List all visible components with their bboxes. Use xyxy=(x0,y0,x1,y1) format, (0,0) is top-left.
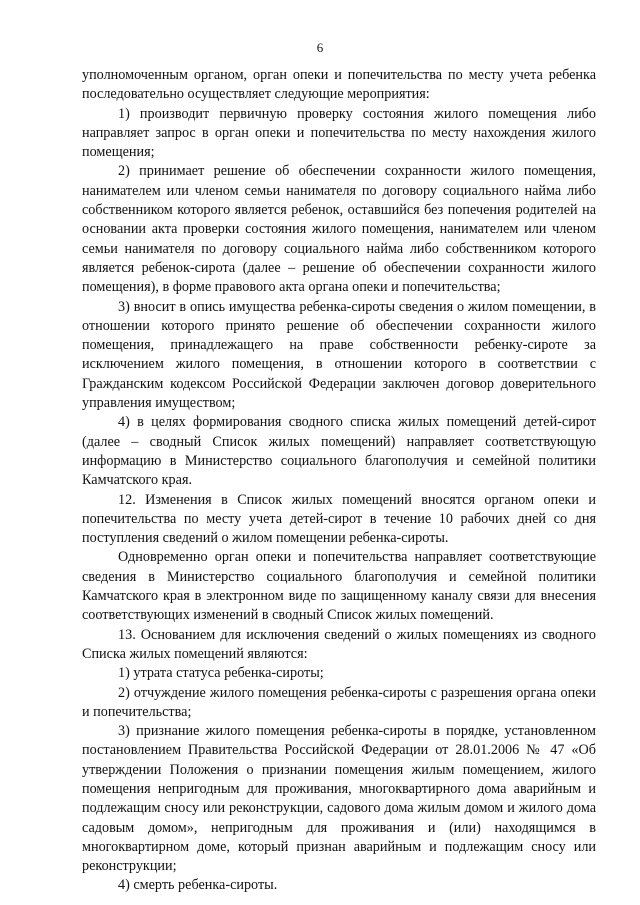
document-body xyxy=(82,66,596,896)
paragraph-ground-2: 2) отчуждение жилого помещения ребенка-сироты с разрешения органа опеки и попечительства; xyxy=(82,684,596,720)
paragraph-item-2: 2) принимает решение об обеспечении сохранности жилого помещения, нанимателем или членом семьи нанимателя по договору социального найма либо собственником которого является ребенок, оставшийся без попечения родителей на основании акта проверки состояния жилого помещения, нанимателем или членом семьи нанимателя по договору социального найма либо собственником которого является ребенок-сирота (далее – решение об обеспечении сохранности жилого помещения), в форме правового акта органа опеки и попечительства; xyxy=(82,163,596,296)
paragraph-section-13: 13. Основанием для исключения сведений о жилых помещениях из сводного Списка жилых помещений являются: xyxy=(82,626,596,662)
paragraph-intro: уполномоченным органом, орган опеки и попечительства по месту учета ребенка последовательно осуществляет следующие мероприятия: xyxy=(82,67,596,103)
paragraph-section-12: 12. Изменения в Список жилых помещений вносятся органом опеки и попечительства по месту учета детей-сирот в течение 10 рабочих дней со дня поступления сведений о жилом помещении ребенка-сироты. xyxy=(82,491,596,547)
paragraph-item-4: 4) в целях формирования сводного списка жилых помещений детей-сирот (далее – сводный Список жилых помещений) направляет соответствующую информацию в Министерство социального благополучия и семейной политики Камчатского края. xyxy=(82,414,596,489)
paragraph-item-1: 1) производит первичную проверку состояния жилого помещения либо направляет запрос в орган опеки и попечительства по месту нахождения жилого помещения; xyxy=(82,105,596,161)
paragraph-ground-3: 3) признание жилого помещения ребенка-сироты в порядке, установленном постановлением Правительства Российской Федерации от 28.01.2006 № 47 «Об утверждении Положения о признании помещения жилым помещением, жилого помещения непригодным для проживания, многоквартирного дома аварийным и подлежащим сносу или реконструкции, садового дома жилым домом и жилого дома садовым домом», непригодным для проживания и (или) находящимся в многоквартирном доме, который признан аварийным и подлежащим сносу или реконструкции; xyxy=(82,723,596,875)
paragraph-simultaneously: Одновременно орган опеки и попечительства направляет соответствующие сведения в Министерство социального благополучия и семейной политики Камчатского края в электронном виде по защищенному каналу связи для внесения соответствующих изменений в сводный Список жилых помещений. xyxy=(82,549,596,624)
paragraph-ground-1: 1) утрата статуса ребенка-сироты; xyxy=(118,665,324,682)
paragraph-item-3: 3) вносит в опись имущества ребенка-сироты сведения о жилом помещении, в отношении которого принято решение об обеспечении сохранности жилого помещения, принадлежащего на праве собственности ребенку-сироте за исключением жилого помещения, в отношении которого в соответствии с Гражданским кодексом Российской Федерации заключен договор доверительного управления имуществом; xyxy=(82,298,596,412)
paragraph-ground-4: 4) смерть ребенка-сироты. xyxy=(118,877,278,894)
page-number: 6 xyxy=(316,40,324,55)
